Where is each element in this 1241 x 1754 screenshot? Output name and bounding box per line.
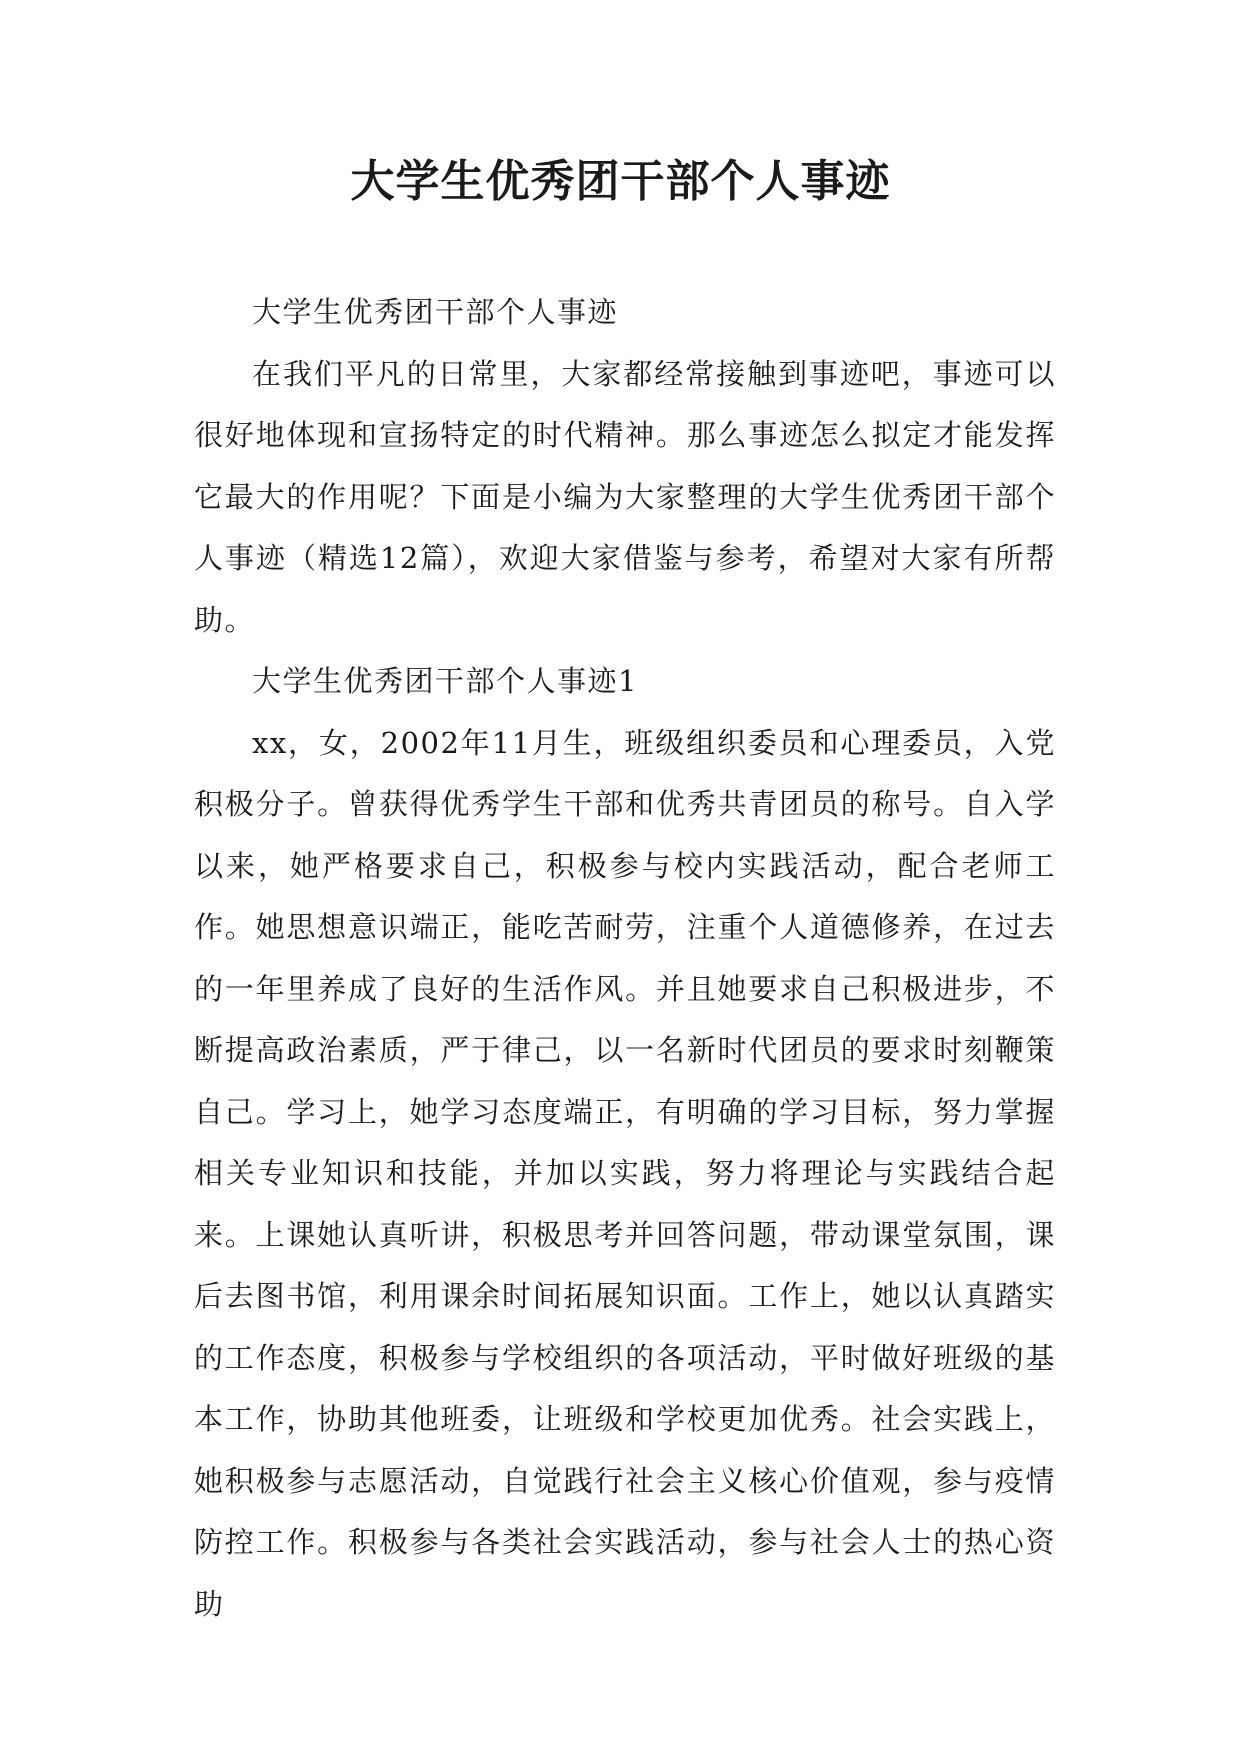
document-title: 大学生优秀团干部个人事迹: [350, 156, 891, 207]
intro-paragraph: 在我们平凡的日常里，大家都经常接触到事迹吧，事迹可以很好地体现和宣扬特定的时代精神。那么事迹怎么拟定才能发挥它最大的作用呢？下面是小编为大家整理的大学生优秀团干部个人事迹（精选12篇），欢迎大家借鉴与参考，希望对大家有所帮助。: [194, 356, 1056, 637]
document-body: [194, 282, 1056, 1635]
subtitle-paragraph: 大学生优秀团干部个人事迹: [252, 295, 619, 329]
section-heading: 大学生优秀团干部个人事迹1: [252, 664, 638, 698]
body-paragraph: xx，女，2002年11月生，班级组织委员和心理委员，入党积极分子。曾获得优秀学生干部和优秀共青团员的称号。自入学以来，她严格要求自己，积极参与校内实践活动，配合老师工作。她思想意识端正，能吃苦耐劳，注重个人道德修养，在过去的一年里养成了良好的生活作风。并且她要求自己积极进步，不断提高政治素质，严于律己，以一名新时代团员的要求时刻鞭策自己。学习上，她学习态度端正，有明确的学习目标，努力掌握相关专业知识和技能，并加以实践，努力将理论与实践结合起来。上课她认真听讲，积极思考并回答问题，带动课堂氛围，课后去图书馆，利用课余时间拓展知识面。工作上，她以认真踏实的工作态度，积极参与学校组织的各项活动，平时做好班级的基本工作，协助其他班委，让班级和学校更加优秀。社会实践上，她积极参与志愿活动，自觉践行社会主义核心价值观，参与疫情防控工作。积极参与各类社会实践活动，参与社会人士的热心资助: [194, 725, 1056, 1621]
